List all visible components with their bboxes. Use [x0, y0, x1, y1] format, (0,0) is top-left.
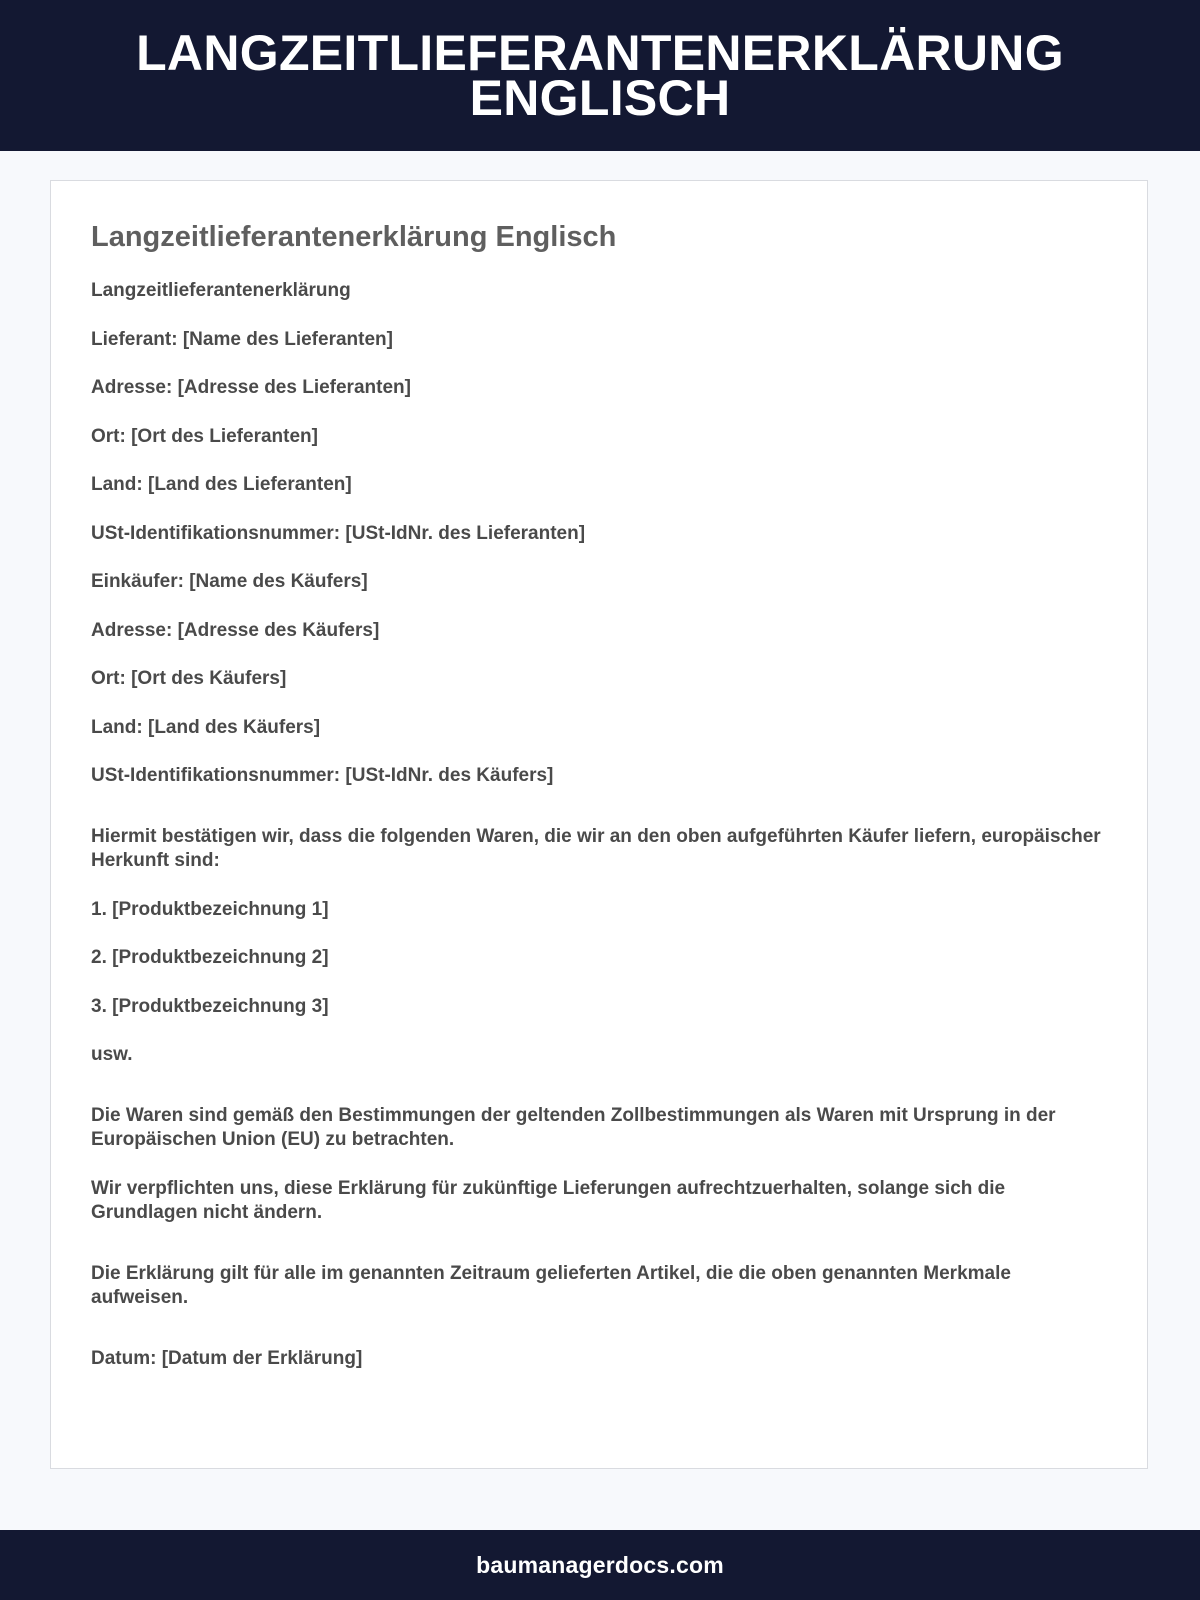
document-body	[91, 279, 1107, 1371]
supplier-vat-id: USt-Identifikationsnummer: [USt-IdNr. des Lieferanten]	[91, 522, 586, 544]
header-title: LANGZEITLIEFERANTENERKLÄRUNG ENGLISCH	[136, 24, 1064, 126]
confirmation-paragraph: Hiermit bestätigen wir, dass die folgenden Waren, die wir an den oben aufgeführten Käufer liefern, europäischer Herkunft sind:	[91, 825, 1101, 871]
etc-text: usw.	[91, 1044, 133, 1065]
supplier-name: Lieferant: [Name des Lieferanten]	[91, 328, 393, 350]
footer-site-link[interactable]: baumanagerdocs.com	[476, 1551, 724, 1578]
document-card	[50, 180, 1148, 1469]
document-title: Langzeitlieferantenerklärung Englisch	[91, 221, 617, 253]
buyer-country: Land: [Land des Käufers]	[91, 716, 321, 738]
origin-statement: Die Waren sind gemäß den Bestimmungen der geltenden Zollbestimmungen als Waren mit Ursprung in der Europäischen Union (EU) zu betrachten.	[91, 1104, 1056, 1150]
product-item: 3. [Produktbezeichnung 3]	[91, 995, 329, 1017]
product-item: 1. [Produktbezeichnung 1]	[91, 898, 329, 920]
buyer-vat-id: USt-Identifikationsnummer: [USt-IdNr. des Käufers]	[91, 765, 554, 786]
validity-paragraph: Die Erklärung gilt für alle im genannten Zeitraum gelieferten Artikel, die die oben genannten Merkmale aufweisen.	[91, 1262, 1011, 1308]
buyer-address: Adresse: [Adresse des Käufers]	[91, 619, 380, 641]
buyer-name: Einkäufer: [Name des Käufers]	[91, 571, 368, 592]
site-footer	[0, 1530, 1200, 1600]
buyer-city: Ort: [Ort des Käufers]	[91, 668, 287, 689]
date-line: Datum: [Datum der Erklärung]	[91, 1347, 363, 1369]
commitment-paragraph: Wir verpflichten uns, diese Erklärung für zukünftige Lieferungen aufrechtzuerhalten, solange sich die Grundlagen nicht ändern.	[91, 1177, 1006, 1223]
supplier-country: Land: [Land des Lieferanten]	[91, 474, 352, 495]
site-header	[0, 0, 1200, 151]
supplier-city: Ort: [Ort des Lieferanten]	[91, 425, 318, 447]
product-item: 2. [Produktbezeichnung 2]	[91, 947, 329, 968]
supplier-address: Adresse: [Adresse des Lieferanten]	[91, 377, 411, 398]
document-heading: Langzeitlieferantenerklärung	[91, 280, 351, 301]
